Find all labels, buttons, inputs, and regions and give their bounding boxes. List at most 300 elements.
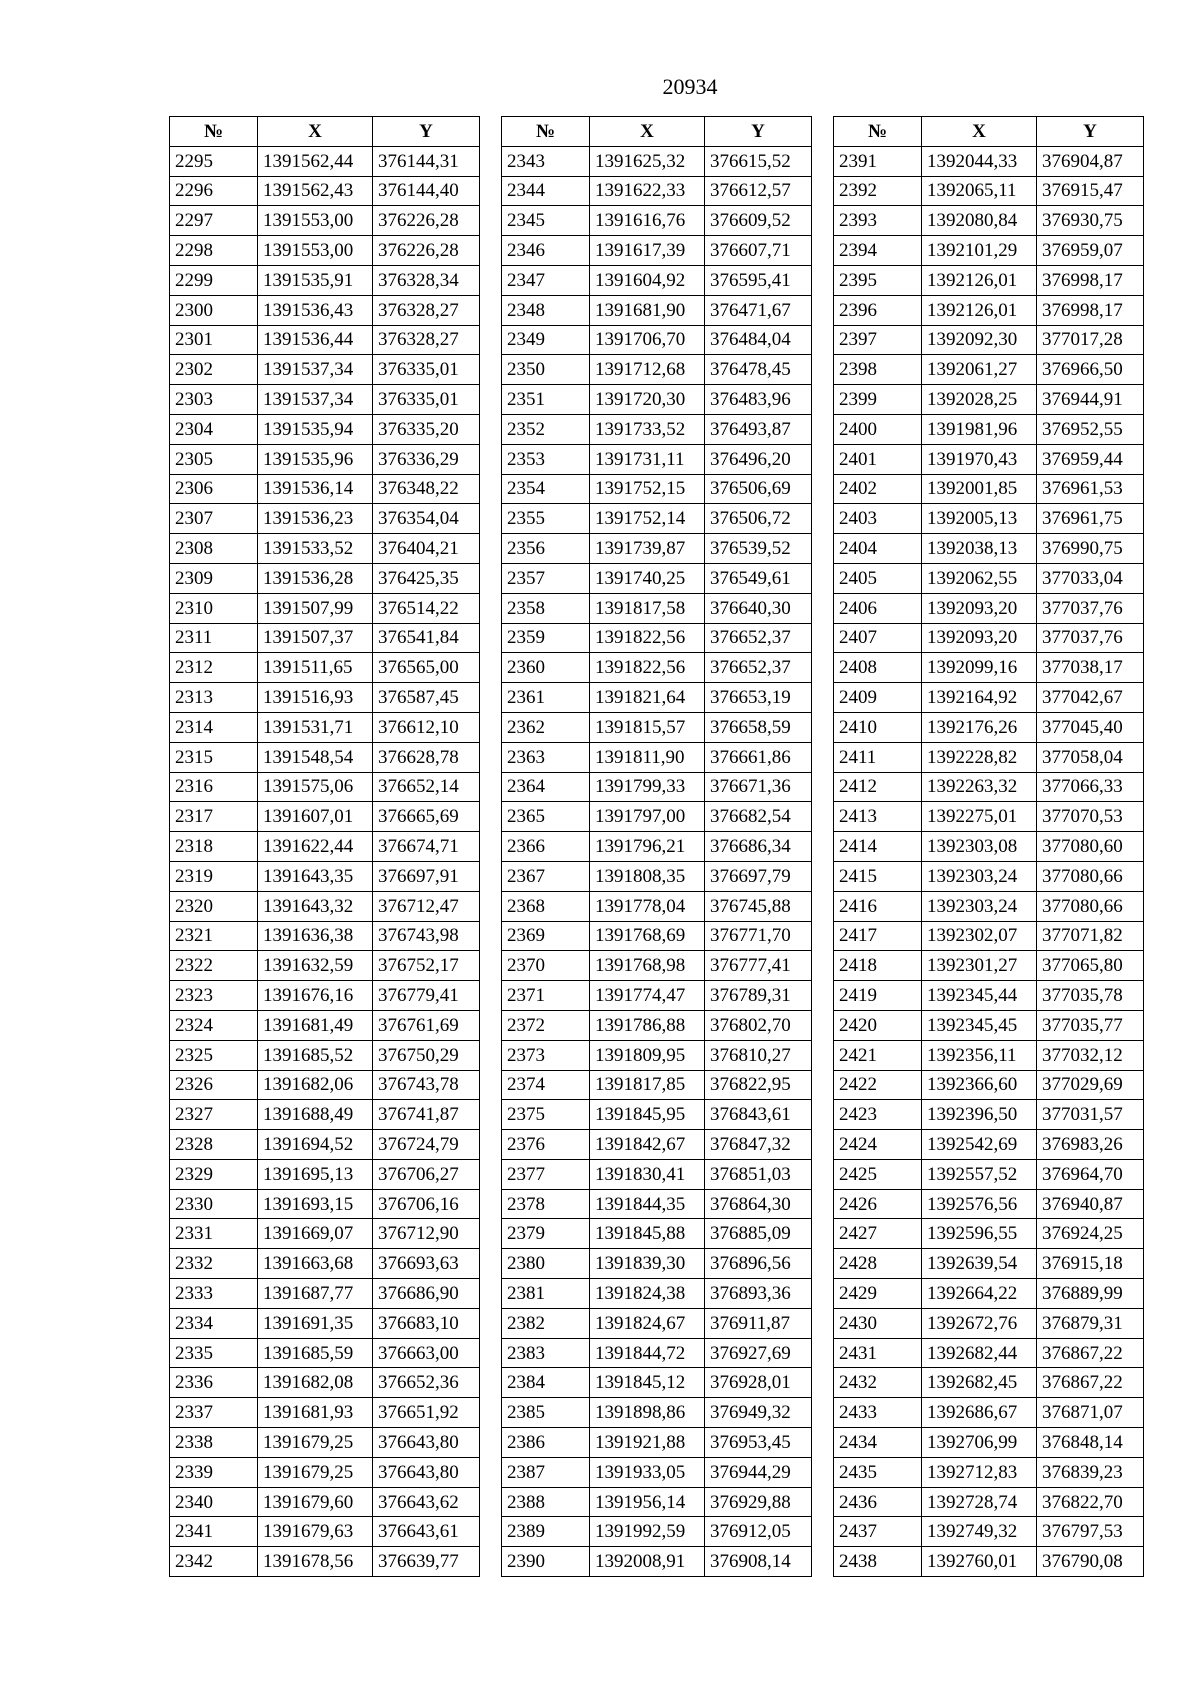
cell-x: 1392345,45: [922, 1010, 1037, 1040]
cell-number: 2361: [502, 683, 590, 713]
cell-x: 1392065,11: [922, 176, 1037, 206]
cell-number: 2402: [834, 474, 922, 504]
cell-y: 376643,80: [373, 1457, 480, 1487]
cell-y: 376851,03: [705, 1159, 812, 1189]
table-row: [502, 1517, 812, 1547]
cell-y: 376335,01: [373, 355, 480, 385]
cell-x: 1392557,52: [922, 1159, 1037, 1189]
table-row: [834, 1130, 1144, 1160]
cell-y: 376348,22: [373, 474, 480, 504]
cell-y: 376335,01: [373, 385, 480, 415]
cell-x: 1391679,25: [258, 1457, 373, 1487]
cell-number: 2310: [170, 593, 258, 623]
cell-x: 1391562,44: [258, 146, 373, 176]
cell-y: 376927,69: [705, 1338, 812, 1368]
table-row: [502, 1159, 812, 1189]
cell-y: 376779,41: [373, 981, 480, 1011]
table-row: [502, 1428, 812, 1458]
cell-x: 1391685,52: [258, 1040, 373, 1070]
cell-y: 376609,52: [705, 206, 812, 236]
table-row: [834, 832, 1144, 862]
cell-number: 2434: [834, 1428, 922, 1458]
cell-number: 2407: [834, 623, 922, 653]
cell-y: 376822,95: [705, 1070, 812, 1100]
cell-x: 1392093,20: [922, 623, 1037, 653]
table-row: [502, 1130, 812, 1160]
table-row: [502, 295, 812, 325]
table-row: [834, 981, 1144, 1011]
cell-number: 2370: [502, 951, 590, 981]
cell-number: 2416: [834, 891, 922, 921]
cell-x: 1391676,16: [258, 981, 373, 1011]
cell-x: 1391536,23: [258, 504, 373, 534]
cell-y: 376612,57: [705, 176, 812, 206]
cell-y: 376961,75: [1037, 504, 1144, 534]
cell-x: 1391815,57: [590, 712, 705, 742]
cell-x: 1391842,67: [590, 1130, 705, 1160]
cell-x: 1391575,06: [258, 772, 373, 802]
cell-y: 377066,33: [1037, 772, 1144, 802]
table-row: [834, 444, 1144, 474]
cell-number: 2419: [834, 981, 922, 1011]
table-body: [834, 146, 1144, 1576]
cell-y: 377035,78: [1037, 981, 1144, 1011]
cell-y: 376335,20: [373, 414, 480, 444]
cell-y: 376328,27: [373, 295, 480, 325]
table-body: [502, 146, 812, 1576]
cell-x: 1391625,32: [590, 146, 705, 176]
cell-number: 2314: [170, 712, 258, 742]
cell-x: 1391643,32: [258, 891, 373, 921]
table-row: [834, 772, 1144, 802]
table-row: [170, 414, 480, 444]
cell-y: 376839,23: [1037, 1457, 1144, 1487]
cell-y: 376802,70: [705, 1010, 812, 1040]
table-row: [502, 1368, 812, 1398]
cell-y: 376506,72: [705, 504, 812, 534]
table-row: [834, 1249, 1144, 1279]
cell-y: 376896,56: [705, 1249, 812, 1279]
table-row: [834, 1338, 1144, 1368]
table-body: [170, 146, 480, 1576]
cell-x: 1391830,41: [590, 1159, 705, 1189]
cell-y: 376652,37: [705, 623, 812, 653]
table-row: [170, 981, 480, 1011]
cell-number: 2418: [834, 951, 922, 981]
cell-number: 2379: [502, 1219, 590, 1249]
cell-number: 2341: [170, 1517, 258, 1547]
table-row: [502, 742, 812, 772]
cell-x: 1392345,44: [922, 981, 1037, 1011]
cell-x: 1392263,32: [922, 772, 1037, 802]
table-row: [502, 1189, 812, 1219]
cell-number: 2437: [834, 1517, 922, 1547]
cell-y: 376944,29: [705, 1457, 812, 1487]
table-row: [170, 474, 480, 504]
cell-y: 376964,70: [1037, 1159, 1144, 1189]
cell-y: 376565,00: [373, 653, 480, 683]
cell-number: 2425: [834, 1159, 922, 1189]
cell-y: 376683,10: [373, 1308, 480, 1338]
cell-number: 2351: [502, 385, 590, 415]
cell-y: 376924,25: [1037, 1219, 1144, 1249]
table-row: [170, 742, 480, 772]
table-row: [170, 1398, 480, 1428]
cell-number: 2380: [502, 1249, 590, 1279]
table-row: [834, 563, 1144, 593]
cell-x: 1391681,93: [258, 1398, 373, 1428]
cell-y: 376671,36: [705, 772, 812, 802]
column-header-number: №: [502, 117, 590, 147]
table-row: [834, 176, 1144, 206]
cell-x: 1392164,92: [922, 683, 1037, 713]
cell-number: 2300: [170, 295, 258, 325]
cell-number: 2296: [170, 176, 258, 206]
cell-number: 2433: [834, 1398, 922, 1428]
cell-y: 376864,30: [705, 1189, 812, 1219]
cell-number: 2316: [170, 772, 258, 802]
cell-y: 376761,69: [373, 1010, 480, 1040]
cell-y: 376607,71: [705, 236, 812, 266]
table-row: [834, 265, 1144, 295]
cell-x: 1391898,86: [590, 1398, 705, 1428]
cell-x: 1391516,93: [258, 683, 373, 713]
cell-number: 2422: [834, 1070, 922, 1100]
cell-number: 2304: [170, 414, 258, 444]
cell-x: 1392061,27: [922, 355, 1037, 385]
cell-x: 1392101,29: [922, 236, 1037, 266]
cell-number: 2388: [502, 1487, 590, 1517]
table-row: [170, 1070, 480, 1100]
cell-x: 1391536,28: [258, 563, 373, 593]
table-row: [502, 474, 812, 504]
table-row: [502, 861, 812, 891]
table-row: [502, 683, 812, 713]
column-header-number: №: [170, 117, 258, 147]
table-row: [502, 802, 812, 832]
cell-number: 2320: [170, 891, 258, 921]
cell-y: 376745,88: [705, 891, 812, 921]
cell-number: 2356: [502, 534, 590, 564]
cell-number: 2307: [170, 504, 258, 534]
cell-x: 1392093,20: [922, 593, 1037, 623]
cell-number: 2421: [834, 1040, 922, 1070]
column-header-y: Y: [705, 117, 812, 147]
cell-x: 1391679,63: [258, 1517, 373, 1547]
column-header-y: Y: [373, 117, 480, 147]
table-row: [170, 1159, 480, 1189]
cell-y: 376928,01: [705, 1368, 812, 1398]
cell-number: 2362: [502, 712, 590, 742]
cell-x: 1391531,71: [258, 712, 373, 742]
table-row: [170, 1547, 480, 1577]
cell-y: 376425,35: [373, 563, 480, 593]
cell-number: 2302: [170, 355, 258, 385]
cell-y: 376885,09: [705, 1219, 812, 1249]
cell-y: 376661,86: [705, 742, 812, 772]
cell-number: 2365: [502, 802, 590, 832]
table-row: [834, 1428, 1144, 1458]
cell-number: 2340: [170, 1487, 258, 1517]
cell-x: 1391553,00: [258, 236, 373, 266]
cell-number: 2386: [502, 1428, 590, 1458]
cell-x: 1392008,91: [590, 1547, 705, 1577]
cell-x: 1391844,72: [590, 1338, 705, 1368]
cell-number: 2385: [502, 1398, 590, 1428]
cell-y: 376911,87: [705, 1308, 812, 1338]
table-row: [834, 1100, 1144, 1130]
cell-number: 2373: [502, 1040, 590, 1070]
cell-y: 376226,28: [373, 236, 480, 266]
cell-x: 1391817,85: [590, 1070, 705, 1100]
cell-x: 1391536,43: [258, 295, 373, 325]
cell-x: 1391970,43: [922, 444, 1037, 474]
table-row: [502, 1100, 812, 1130]
table-row: [170, 653, 480, 683]
table-row: [502, 653, 812, 683]
table-row: [170, 563, 480, 593]
cell-x: 1391768,69: [590, 921, 705, 951]
cell-y: 377070,53: [1037, 802, 1144, 832]
cell-y: 376959,07: [1037, 236, 1144, 266]
cell-number: 2326: [170, 1070, 258, 1100]
cell-y: 376867,22: [1037, 1368, 1144, 1398]
cell-x: 1391537,34: [258, 385, 373, 415]
cell-y: 376144,40: [373, 176, 480, 206]
cell-x: 1391537,34: [258, 355, 373, 385]
table-row: [170, 325, 480, 355]
table-row: [170, 623, 480, 653]
cell-x: 1392126,01: [922, 295, 1037, 325]
cell-x: 1391981,96: [922, 414, 1037, 444]
cell-number: 2391: [834, 146, 922, 176]
cell-x: 1391663,68: [258, 1249, 373, 1279]
cell-y: 377032,12: [1037, 1040, 1144, 1070]
cell-y: 377037,76: [1037, 623, 1144, 653]
cell-x: 1391678,56: [258, 1547, 373, 1577]
cell-number: 2336: [170, 1368, 258, 1398]
cell-y: 376810,27: [705, 1040, 812, 1070]
cell-y: 376944,91: [1037, 385, 1144, 415]
table-row: [502, 772, 812, 802]
cell-y: 376908,14: [705, 1547, 812, 1577]
cell-y: 376929,88: [705, 1487, 812, 1517]
cell-number: 2299: [170, 265, 258, 295]
cell-x: 1392672,76: [922, 1308, 1037, 1338]
cell-number: 2295: [170, 146, 258, 176]
cell-x: 1391706,70: [590, 325, 705, 355]
table-row: [834, 1159, 1144, 1189]
cell-x: 1392176,26: [922, 712, 1037, 742]
table-row: [170, 146, 480, 176]
cell-number: 2322: [170, 951, 258, 981]
cell-number: 2346: [502, 236, 590, 266]
table-row: [834, 1547, 1144, 1577]
cell-y: 376998,17: [1037, 265, 1144, 295]
cell-number: 2374: [502, 1070, 590, 1100]
cell-number: 2325: [170, 1040, 258, 1070]
cell-x: 1391808,35: [590, 861, 705, 891]
cell-x: 1391536,44: [258, 325, 373, 355]
cell-y: 376983,26: [1037, 1130, 1144, 1160]
cell-y: 376615,52: [705, 146, 812, 176]
cell-number: 2301: [170, 325, 258, 355]
table-row: [502, 1279, 812, 1309]
cell-number: 2321: [170, 921, 258, 951]
cell-number: 2435: [834, 1457, 922, 1487]
cell-number: 2366: [502, 832, 590, 862]
table-row: [502, 891, 812, 921]
cell-y: 376697,79: [705, 861, 812, 891]
table-row: [502, 1487, 812, 1517]
cell-number: 2318: [170, 832, 258, 862]
cell-number: 2348: [502, 295, 590, 325]
cell-y: 376893,36: [705, 1279, 812, 1309]
table-header-row: [170, 117, 480, 147]
cell-y: 376724,79: [373, 1130, 480, 1160]
cell-y: 376471,67: [705, 295, 812, 325]
cell-number: 2354: [502, 474, 590, 504]
cell-y: 377080,60: [1037, 832, 1144, 862]
cell-number: 2372: [502, 1010, 590, 1040]
cell-x: 1391956,14: [590, 1487, 705, 1517]
table-row: [834, 623, 1144, 653]
cell-number: 2315: [170, 742, 258, 772]
table-row: [170, 1457, 480, 1487]
cell-y: 377058,04: [1037, 742, 1144, 772]
cell-y: 376653,19: [705, 683, 812, 713]
table-row: [170, 1279, 480, 1309]
table-row: [834, 1308, 1144, 1338]
cell-y: 376743,98: [373, 921, 480, 951]
cell-y: 376506,69: [705, 474, 812, 504]
coordinate-table-1: [169, 116, 480, 1577]
column-header-y: Y: [1037, 117, 1144, 147]
cell-y: 376665,69: [373, 802, 480, 832]
cell-x: 1391536,14: [258, 474, 373, 504]
cell-y: 377042,67: [1037, 683, 1144, 713]
table-row: [502, 385, 812, 415]
cell-x: 1392001,85: [922, 474, 1037, 504]
cell-x: 1391535,94: [258, 414, 373, 444]
table-row: [834, 683, 1144, 713]
table-row: [170, 444, 480, 474]
cell-number: 2317: [170, 802, 258, 832]
table-row: [502, 414, 812, 444]
cell-number: 2352: [502, 414, 590, 444]
cell-x: 1391799,33: [590, 772, 705, 802]
cell-number: 2369: [502, 921, 590, 951]
cell-number: 2393: [834, 206, 922, 236]
table-row: [170, 712, 480, 742]
cell-number: 2376: [502, 1130, 590, 1160]
cell-y: 376889,99: [1037, 1279, 1144, 1309]
cell-x: 1391679,60: [258, 1487, 373, 1517]
cell-y: 376912,05: [705, 1517, 812, 1547]
table-row: [834, 1070, 1144, 1100]
cell-number: 2333: [170, 1279, 258, 1309]
cell-x: 1391695,13: [258, 1159, 373, 1189]
table-row: [502, 1547, 812, 1577]
cell-number: 2394: [834, 236, 922, 266]
cell-x: 1391636,38: [258, 921, 373, 951]
cell-number: 2368: [502, 891, 590, 921]
cell-y: 376643,61: [373, 1517, 480, 1547]
cell-y: 376915,47: [1037, 176, 1144, 206]
table-row: [170, 1249, 480, 1279]
table-row: [834, 861, 1144, 891]
cell-x: 1392302,07: [922, 921, 1037, 951]
cell-x: 1391817,58: [590, 593, 705, 623]
cell-y: 376953,45: [705, 1428, 812, 1458]
table-row: [502, 712, 812, 742]
table-row: [502, 1219, 812, 1249]
cell-number: 2334: [170, 1308, 258, 1338]
cell-x: 1391687,77: [258, 1279, 373, 1309]
cell-number: 2415: [834, 861, 922, 891]
table-row: [834, 802, 1144, 832]
table-row: [834, 891, 1144, 921]
cell-y: 376961,53: [1037, 474, 1144, 504]
cell-y: 376658,59: [705, 712, 812, 742]
table-row: [170, 1428, 480, 1458]
cell-y: 376822,70: [1037, 1487, 1144, 1517]
table-row: [170, 1189, 480, 1219]
table-row: [834, 414, 1144, 444]
cell-x: 1392576,56: [922, 1189, 1037, 1219]
cell-x: 1392044,33: [922, 146, 1037, 176]
table-row: [170, 236, 480, 266]
cell-y: 376478,45: [705, 355, 812, 385]
cell-number: 2345: [502, 206, 590, 236]
column-header-number: №: [834, 117, 922, 147]
table-row: [834, 1517, 1144, 1547]
cell-x: 1391720,30: [590, 385, 705, 415]
table-row: [502, 1249, 812, 1279]
cell-y: 376682,54: [705, 802, 812, 832]
cell-number: 2409: [834, 683, 922, 713]
cell-number: 2338: [170, 1428, 258, 1458]
cell-x: 1391933,05: [590, 1457, 705, 1487]
cell-x: 1392706,99: [922, 1428, 1037, 1458]
cell-x: 1391562,43: [258, 176, 373, 206]
table-row: [502, 265, 812, 295]
cell-number: 2298: [170, 236, 258, 266]
cell-number: 2429: [834, 1279, 922, 1309]
cell-x: 1391693,15: [258, 1189, 373, 1219]
cell-number: 2404: [834, 534, 922, 564]
cell-x: 1392366,60: [922, 1070, 1037, 1100]
cell-x: 1391533,52: [258, 534, 373, 564]
cell-y: 377033,04: [1037, 563, 1144, 593]
table-row: [170, 1487, 480, 1517]
table-row: [502, 444, 812, 474]
cell-x: 1391535,96: [258, 444, 373, 474]
table-row: [502, 236, 812, 266]
cell-number: 2398: [834, 355, 922, 385]
cell-x: 1391685,59: [258, 1338, 373, 1368]
cell-number: 2382: [502, 1308, 590, 1338]
cell-y: 376743,78: [373, 1070, 480, 1100]
table-row: [170, 385, 480, 415]
cell-number: 2363: [502, 742, 590, 772]
cell-number: 2328: [170, 1130, 258, 1160]
table-row: [502, 355, 812, 385]
table-row: [834, 1279, 1144, 1309]
table-row: [170, 1308, 480, 1338]
table-row: [834, 1368, 1144, 1398]
column-header-x: X: [258, 117, 373, 147]
